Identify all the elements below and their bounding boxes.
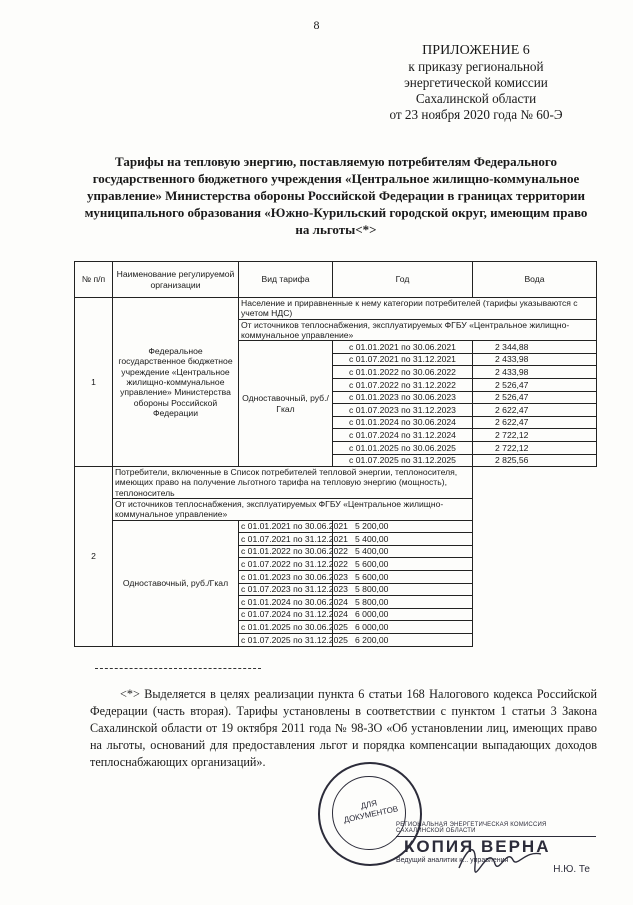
heat-source: От источников теплоснабжения, эксплуатируемых ФГБУ «Центральное жилищно-коммунальное управление» [113,499,473,521]
tariff-type: Одноставочный, руб./Гкал [239,341,333,467]
tariff-period: с 01.01.2025 по 30.06.2025 [239,621,333,634]
tariff-period: с 01.01.2025 по 30.06.2025 [333,441,473,454]
tariff-period: с 01.01.2023 по 30.06.2023 [239,570,333,583]
consumer-category: Население и приравненные к нему категории потребителей (тарифы указываются с учетом НДС) [239,298,597,320]
tariff-value: 2 722,12 [473,441,597,454]
tariff-value: 6 200,00 [333,633,473,646]
tariff-period: с 01.07.2023 по 31.12.2023 [333,404,473,417]
tariff-period: с 01.01.2021 по 30.06.2021 [239,520,333,533]
tariff-period: с 01.01.2024 по 30.06.2024 [333,416,473,429]
tariff-value: 2 433,98 [473,366,597,379]
stamp-copy-certified: КОПИЯ ВЕРНА [404,837,551,856]
tariff-value: 5 600,00 [333,570,473,583]
page-number: 8 [313,18,320,32]
tariff-value: 2 825,56 [473,454,597,467]
tariff-value: 2 344,88 [473,341,597,354]
appendix-line: Сахалинской области [415,91,537,106]
footnote [90,686,597,771]
appendix-line: к приказу региональной [408,59,544,74]
stamp-position: Ведущий аналитик к... управления [396,857,509,864]
tariff-period: с 01.07.2022 по 31.12.2022 [333,378,473,391]
header-num: № п/п [75,262,113,298]
tariff-period: с 01.01.2022 по 30.06.2022 [239,545,333,558]
heat-source: От источников теплоснабжения, эксплуатируемых ФГБУ «Центральное жилищно-коммунальное управление» [239,319,597,341]
section-number: 1 [75,298,113,467]
header-organization: Наименование регулируемой организации [113,262,239,298]
tariff-value: 2 622,47 [473,404,597,417]
organization-name: Федеральное государственное бюджетное учреждение «Центральное жилищно-коммунальное управление» Министерства обороны Российской Федерации [113,298,239,467]
heat-source-row [75,499,597,521]
tariff-period: с 01.07.2021 по 31.12.2021 [239,533,333,546]
tariff-period: с 01.07.2021 по 31.12.2021 [333,353,473,366]
tariff-value: 5 600,00 [333,558,473,571]
appendix-line: энергетической комиссии [404,75,548,90]
stamp-organization: РЕГИОНАЛЬНАЯ ЭНЕРГЕТИЧЕСКАЯ КОМИССИЯ САХАЛИНСКОЙ ОБЛАСТИ [396,820,596,837]
tariff-value: 5 400,00 [333,545,473,558]
tariff-period: с 01.01.2021 по 30.06.2021 [333,341,473,354]
tariff-period: с 01.01.2023 по 30.06.2023 [333,391,473,404]
tariff-value: 5 400,00 [333,533,473,546]
tariff-value: 2 622,47 [473,416,597,429]
table-row [75,520,597,533]
tariff-value: 6 000,00 [333,608,473,621]
section-category-row [75,467,597,499]
footnote-separator [95,668,261,669]
tariff-period: с 01.07.2023 по 31.12.2023 [239,583,333,596]
tariff-table [74,261,597,647]
tariff-type: Одноставочный, руб./Гкал [113,520,239,646]
tariff-value: 2 526,47 [473,378,597,391]
tariff-value: 5 800,00 [333,583,473,596]
tariff-value: 2 526,47 [473,391,597,404]
tariff-value: 2 433,98 [473,353,597,366]
handwritten-signature [455,838,545,878]
appendix-line: от 23 ноября 2020 года № 60-Э [389,107,563,122]
table-header-row [75,262,597,298]
tariff-period: с 01.07.2022 по 31.12.2022 [239,558,333,571]
consumer-category: Потребители, включенные в Список потребителей тепловой энергии, теплоносителя, имеющих право на получение льготного тарифа на тепловую энергию (мощность), теплоноситель [113,467,473,499]
header-tariff-type: Вид тарифа [239,262,333,298]
tariff-period: с 01.07.2025 по 31.12.2025 [333,454,473,467]
tariff-period: с 01.07.2025 по 31.12.2025 [239,633,333,646]
tariff-period: с 01.01.2024 по 30.06.2024 [239,596,333,609]
section-category-row [75,298,597,320]
appendix-title: ПРИЛОЖЕНИЕ 6 [422,43,530,58]
section-number: 2 [75,467,113,646]
round-stamp-text: ДЛЯ ДОКУМЕНТОВ [342,798,399,825]
document-title: Тарифы на тепловую энергию, поставляемую потребителям Федерального государственного бюджетного учреждения «Центральное жилищно-коммунальное управление» Министерства обороны Российской Федерации в границах территории муниципального образования «Южно-Курильский городской округ, имеющим право на льготы<*> [84,154,588,237]
header-water: Вода [473,262,597,298]
tariff-value: 5 200,00 [333,520,473,533]
header-year: Год [333,262,473,298]
tariff-value: 5 800,00 [333,596,473,609]
appendix-block [360,43,592,123]
tariff-value: 2 722,12 [473,429,597,442]
footnote-text: <*> Выделяется в целях реализации пункта 6 статьи 168 Налогового кодекса Российской Федерации (часть вторая). Тарифы установлены в соответствии с пунктом 1 статьи 3 Закона Сахалинской области от 19 октября 2011 года № 98-ЗО «Об установлении лиц, имеющих право на льготы, оснований для предоставления льгот и порядка компенсации выпадающих доходов теплоснабжающих организаций». [90,687,597,769]
tariff-period: с 01.07.2024 по 31.12.2024 [333,429,473,442]
tariff-period: с 01.01.2022 по 30.06.2022 [333,366,473,379]
tariff-value: 6 000,00 [333,621,473,634]
stamp-signer-name: Н.Ю. Те [553,864,590,875]
tariff-period: с 01.07.2024 по 31.12.2024 [239,608,333,621]
